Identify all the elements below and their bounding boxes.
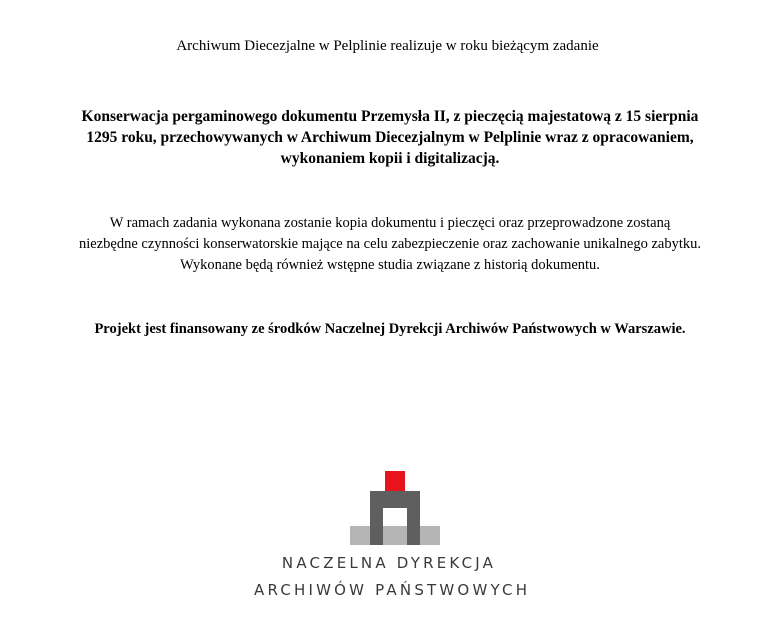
task-description [40, 213, 740, 276]
logo-text-line-2: ARCHIWÓW PAŃSTWOWYCH [254, 581, 531, 599]
emblem-inner-step [383, 526, 407, 545]
ndap-emblem-icon [254, 460, 524, 550]
funding-statement: Projekt jest finansowany ze środków Naczelnej Dyrekcji Archiwów Państwowych w Warszawie. [94, 321, 686, 337]
description-line-3: Wykonane będą również wstępne studia związane z historią dokumentu. [180, 257, 600, 273]
intro-text: Archiwum Diecezjalne w Pelplinie realizuje w roku bieżącym zadanie [176, 38, 599, 54]
emblem-red-square [385, 471, 405, 491]
description-line-1: W ramach zadania wykonana zostanie kopia dokumentu i pieczęci oraz przeprowadzone zostaną [109, 215, 671, 231]
ndap-logo [254, 460, 531, 610]
emblem-right-step [420, 526, 440, 545]
logo-text-line-1: NACZELNA DYREKCJA [281, 554, 497, 572]
description-line-2: niezbędne czynności konserwatorskie mające na celu zabezpieczenie oraz zachowanie unikalnego zabytku. [79, 236, 701, 252]
emblem-left-step [350, 526, 370, 545]
task-title: Konserwacja pergaminowego dokumentu Przemysła II, z pieczęcią majestatową z 15 sierpnia 1295 roku, przechowywanych w Archiwum Diecezjalnym w Pelplinie wraz z opracowaniem, wykonaniem kopii i digitalizacją. [81, 108, 699, 167]
